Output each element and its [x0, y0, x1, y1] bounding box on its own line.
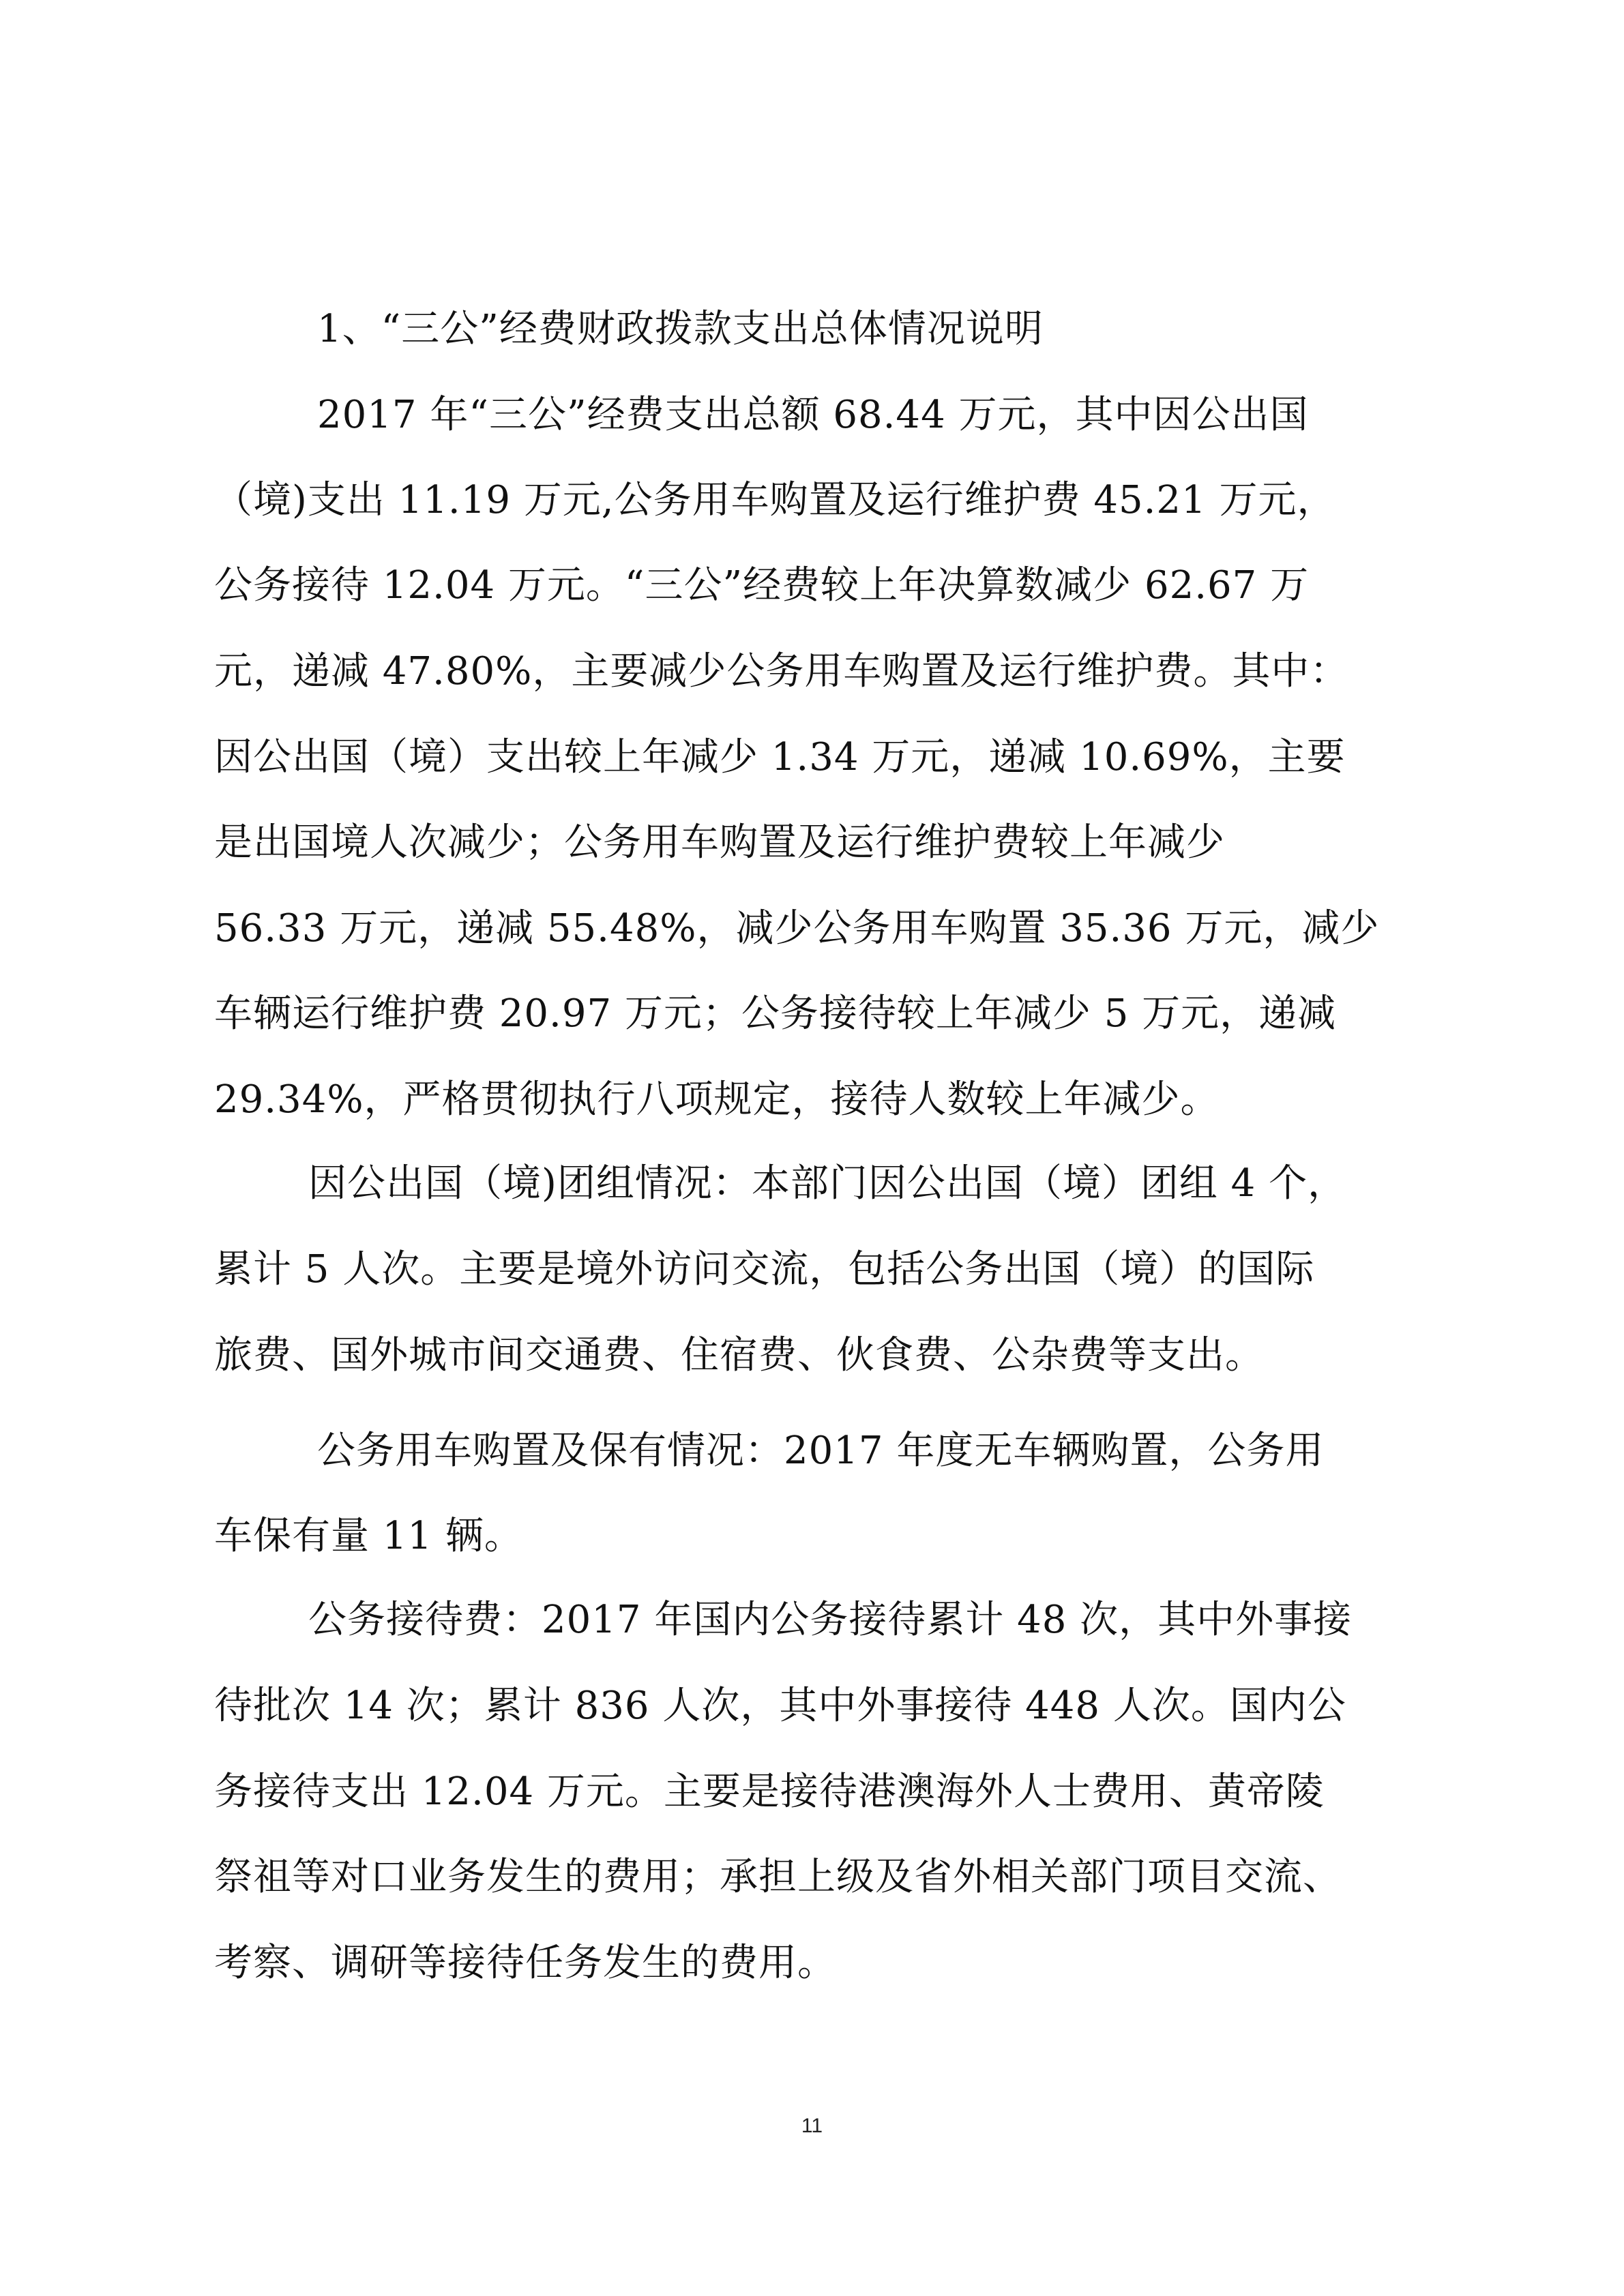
paragraph-2-line-1: 因公出国（境)团组情况：本部门因公出国（境）团组 4 个，	[308, 1161, 1347, 1206]
paragraph-2-line-3: 旅费、国外城市间交通费、住宿费、伙食费、公杂费等支出。	[214, 1333, 1264, 1377]
paragraph-4-line-4: 祭祖等对口业务发生的费用；承担上级及省外相关部门项目交流、	[214, 1855, 1342, 1899]
paragraph-1-line-3: 公务接待 12.04 万元。“三公”经费较上年决算数减少 62.67 万	[214, 563, 1310, 608]
section-heading: 1、“三公”经费财政拨款支出总体情况说明	[317, 307, 1044, 351]
paragraph-4-line-1: 公务接待费：2017 年国内公务接待累计 48 次，其中外事接	[308, 1598, 1353, 1642]
paragraph-4-line-5: 考察、调研等接待任务发生的费用。	[214, 1941, 836, 1985]
paragraph-1-line-8: 车辆运行维护费 20.97 万元；公务接待较上年减少 5 万元，递减	[214, 992, 1337, 1036]
paragraph-1-line-4: 元，递减 47.80%，主要减少公务用车购置及运行维护费。其中：	[214, 649, 1349, 694]
paragraph-1-line-1: 2017 年“三公”经费支出总额 68.44 万元，其中因公出国	[317, 393, 1309, 437]
paragraph-1-line-7: 56.33 万元，递减 55.48%，减少公务用车购置 35.36 万元，减少	[214, 906, 1380, 951]
paragraph-4-line-3: 务接待支出 12.04 万元。主要是接待港澳海外人士费用、黄帝陵	[214, 1770, 1325, 1814]
paragraph-4-line-2: 待批次 14 次；累计 836 人次，其中外事接待 448 人次。国内公	[214, 1684, 1346, 1728]
paragraph-3-line-1: 公务用车购置及保有情况：2017 年度无车辆购置，公务用	[317, 1429, 1325, 1473]
page-number: 11	[801, 2115, 823, 2137]
paragraph-1-line-5: 因公出国（境）支出较上年减少 1.34 万元，递减 10.69%，主要	[214, 735, 1346, 779]
paragraph-1-line-9: 29.34%，严格贯彻执行八项规定，接待人数较上年减少。	[214, 1077, 1220, 1122]
paragraph-2-line-2: 累计 5 人次。主要是境外访问交流，包括公务出国（境）的国际	[214, 1247, 1315, 1292]
paragraph-1-line-2: （境)支出 11.19 万元,公务用车购置及运行维护费 45.21 万元，	[214, 478, 1336, 522]
paragraph-1-line-6: 是出国境人次减少；公务用车购置及运行维护费较上年减少	[214, 820, 1225, 865]
paragraph-3-line-2: 车保有量 11 辆。	[214, 1514, 523, 1558]
